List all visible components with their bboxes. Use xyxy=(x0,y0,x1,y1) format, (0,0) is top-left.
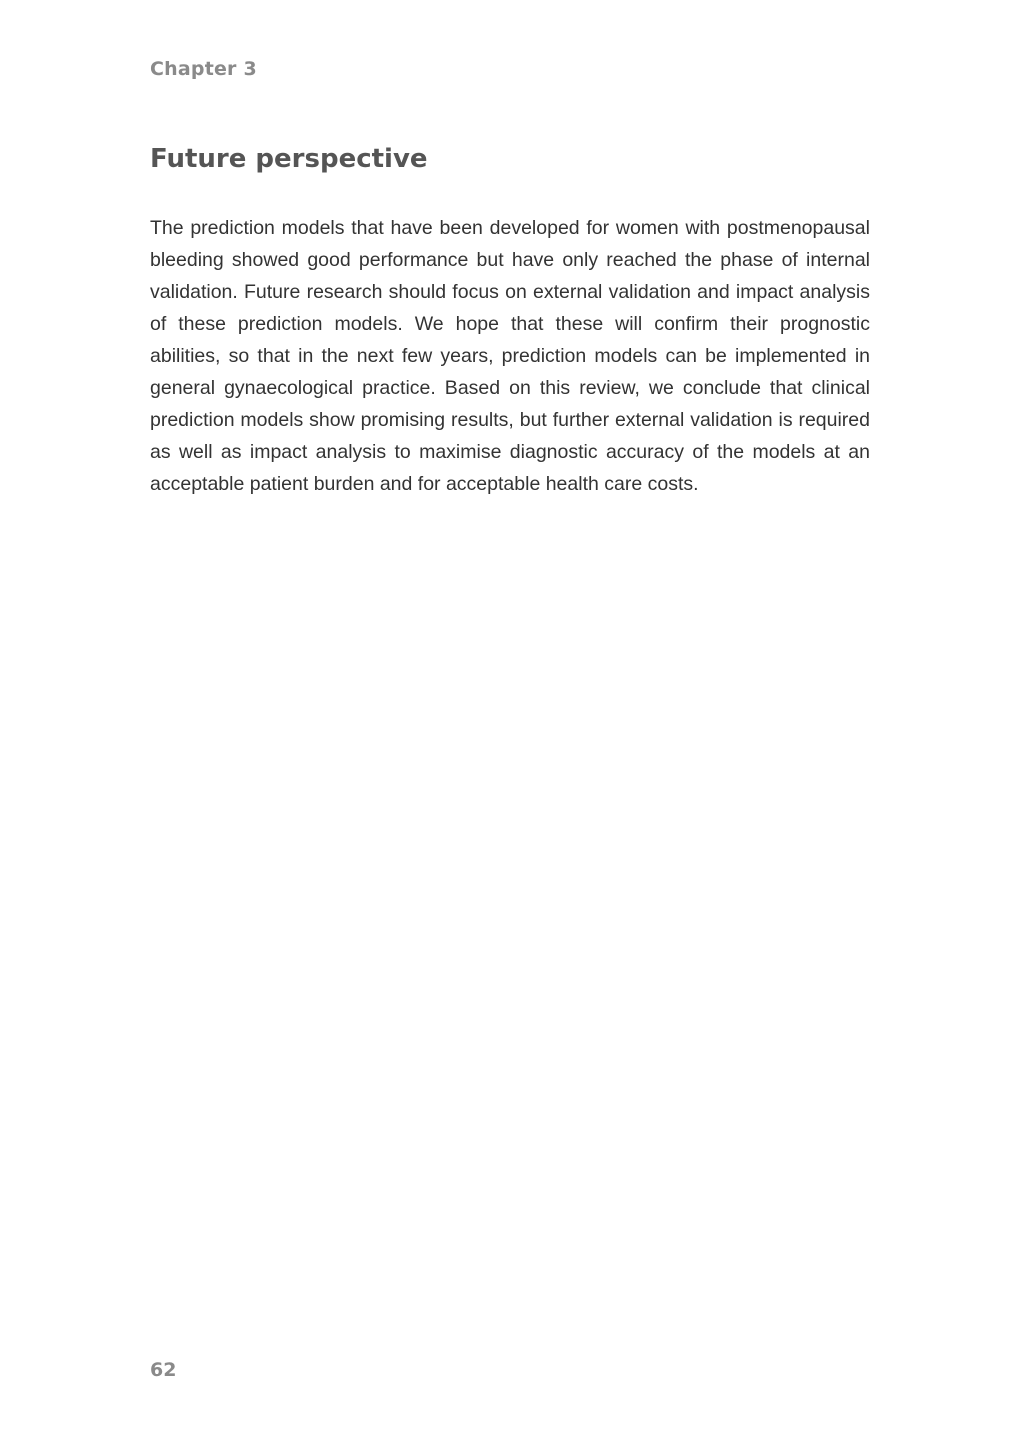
section-title: Future perspective xyxy=(150,144,428,174)
body-paragraph: The prediction models that have been developed for women with postmenopausal bleeding showed good performance but have only reached the phase of internal validation. Future research should focus on external validation and impact analysis of these prediction models. We hope that these will confirm their prognostic abilities, so that in the next few years, prediction models can be implemented in general gynaecological practice. Based on this review, we conclude that clinical prediction models show promising results, but further external validation is required as well as impact analysis to maximise diagnostic accuracy of the models at an acceptable patient burden and for acceptable health care costs. xyxy=(150,217,870,495)
page-number: 62 xyxy=(150,1359,177,1381)
chapter-header: Chapter 3 xyxy=(150,58,257,80)
